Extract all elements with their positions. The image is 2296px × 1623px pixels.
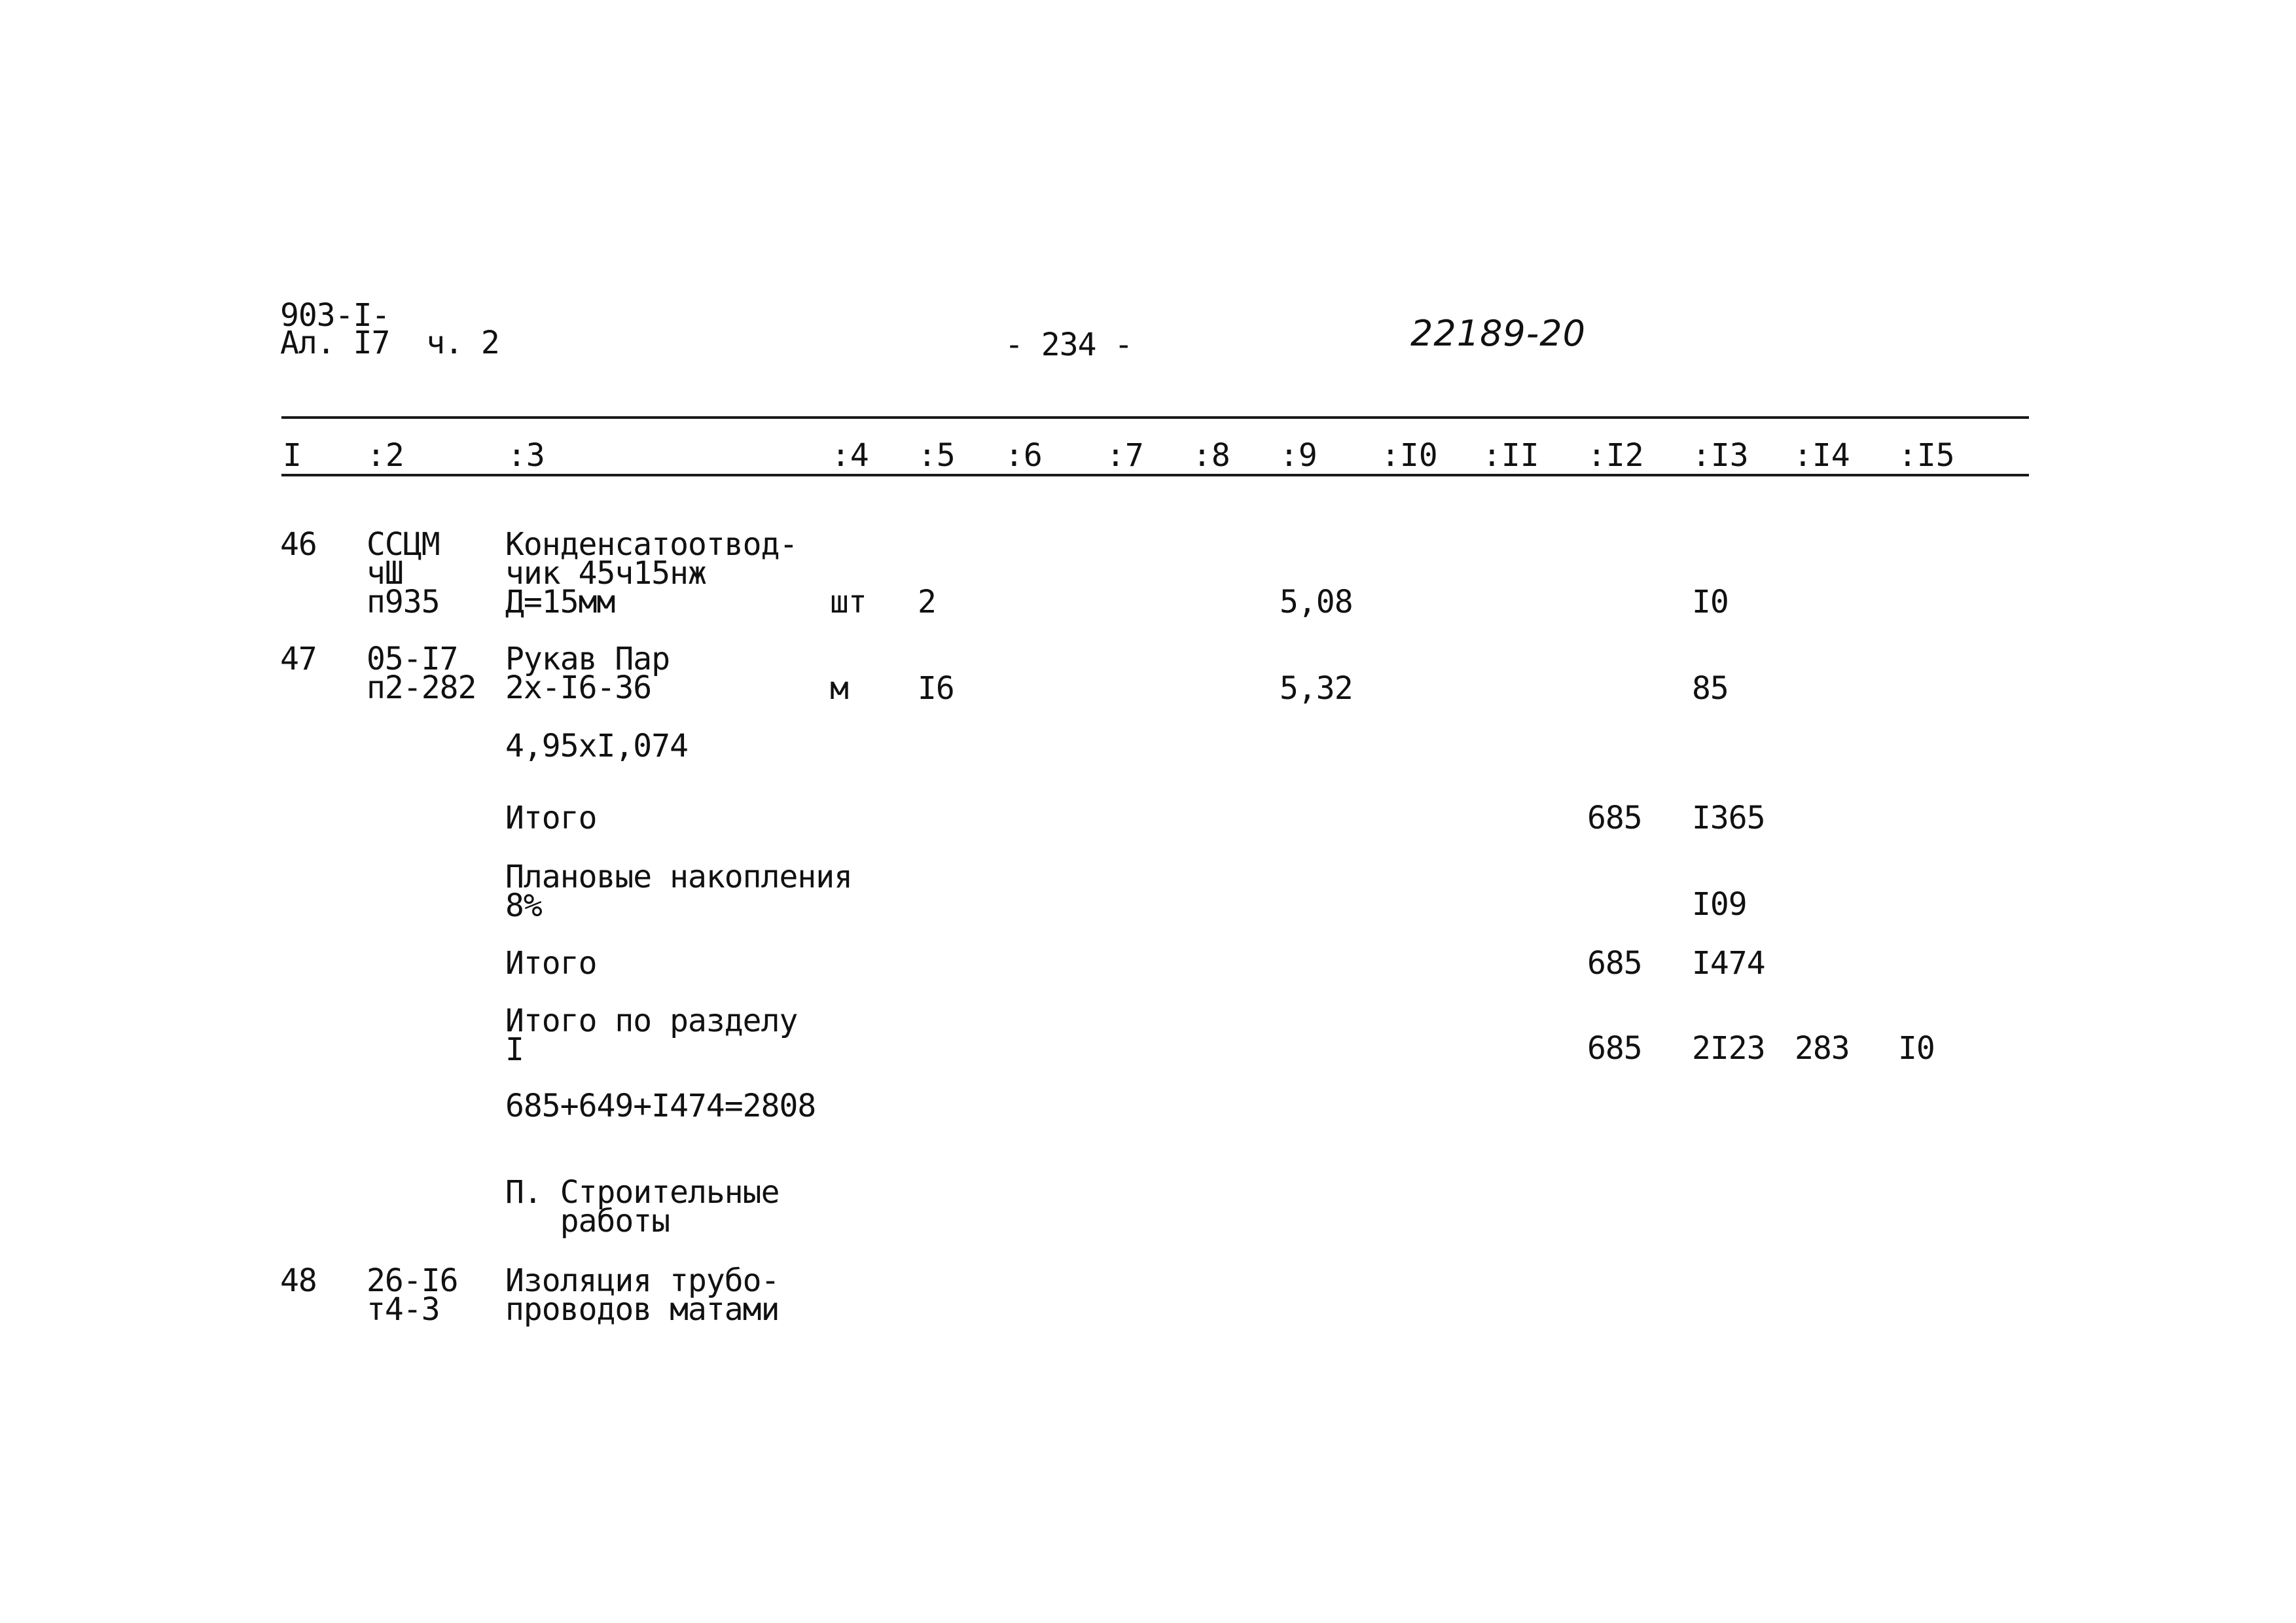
col-15-header: :I5: [1898, 437, 1955, 474]
col-7-header: :7: [1106, 437, 1144, 474]
header-rule: [281, 474, 2029, 476]
section-total-label: Итого по разделу I: [505, 1003, 798, 1068]
col-12-header: :I2: [1587, 437, 1644, 474]
section-total-col14: 283: [1795, 1030, 1850, 1067]
col-14-header: :I4: [1793, 437, 1850, 474]
total-2-col12: 685: [1587, 945, 1642, 982]
calc-note: 4,95хI,074: [505, 728, 688, 764]
col-1-header: I: [283, 437, 302, 474]
row-47-number: 47: [280, 641, 317, 677]
top-rule: [281, 416, 2029, 419]
col-6-header: :6: [1005, 437, 1043, 474]
inventory-number: 22189-20: [1410, 313, 1586, 354]
page-number: - 234 -: [1005, 327, 1133, 363]
col-11-header: :II: [1482, 437, 1539, 474]
section-total-col13: 2I23: [1692, 1030, 1765, 1067]
total-2-col13: I474: [1692, 945, 1765, 982]
total-1-label: Итого: [505, 800, 597, 836]
row-47-unit: м: [830, 670, 848, 707]
section-total-col12: 685: [1587, 1030, 1642, 1067]
total-2-label: Итого: [505, 945, 597, 982]
row-46-number: 46: [280, 526, 317, 563]
row-46-unit: шт: [830, 584, 867, 620]
row-47-qty: I6: [918, 670, 954, 707]
row-48-code: 26-I6 т4-3: [367, 1262, 458, 1328]
row-47-price: 5,32: [1280, 670, 1353, 707]
col-8-header: :8: [1193, 437, 1230, 474]
doc-code-line1: 903-I-: [280, 297, 390, 334]
row-46-col13: I0: [1692, 584, 1729, 620]
doc-code-line2: Ал. I7 ч. 2: [280, 325, 499, 361]
row-47-name: Рукав Пар 2х-I6-36: [505, 641, 670, 706]
col-5-header: :5: [918, 437, 956, 474]
row-46-name: Конденсатоотвод- чик 45ч15нж Д=15мм: [505, 526, 798, 620]
col-9-header: :9: [1280, 437, 1318, 474]
row-46-price: 5,08: [1280, 584, 1353, 620]
row-47-col13: 85: [1692, 670, 1729, 707]
section-title: П. Строительные работы: [505, 1174, 780, 1240]
plan-accum-col13: I09: [1692, 886, 1747, 923]
col-10-header: :I0: [1381, 437, 1438, 474]
sum-line: 685+649+I474=2808: [505, 1088, 816, 1124]
col-4-header: :4: [831, 437, 869, 474]
col-2-header: :2: [367, 437, 404, 474]
col-3-header: :3: [507, 437, 545, 474]
section-total-col15: I0: [1898, 1030, 1935, 1067]
plan-accum-label: Плановые накопления 8%: [505, 859, 853, 924]
row-46-qty: 2: [918, 584, 936, 620]
row-48-name: Изоляция трубо- проводов матами: [505, 1262, 780, 1328]
row-48-number: 48: [280, 1262, 317, 1299]
total-1-col12: 685: [1587, 800, 1642, 836]
col-13-header: :I3: [1692, 437, 1749, 474]
row-47-code: 05-I7 п2-282: [367, 641, 476, 706]
row-46-code: ССЦМ чШ п935: [367, 526, 440, 620]
total-1-col13: I365: [1692, 800, 1765, 836]
